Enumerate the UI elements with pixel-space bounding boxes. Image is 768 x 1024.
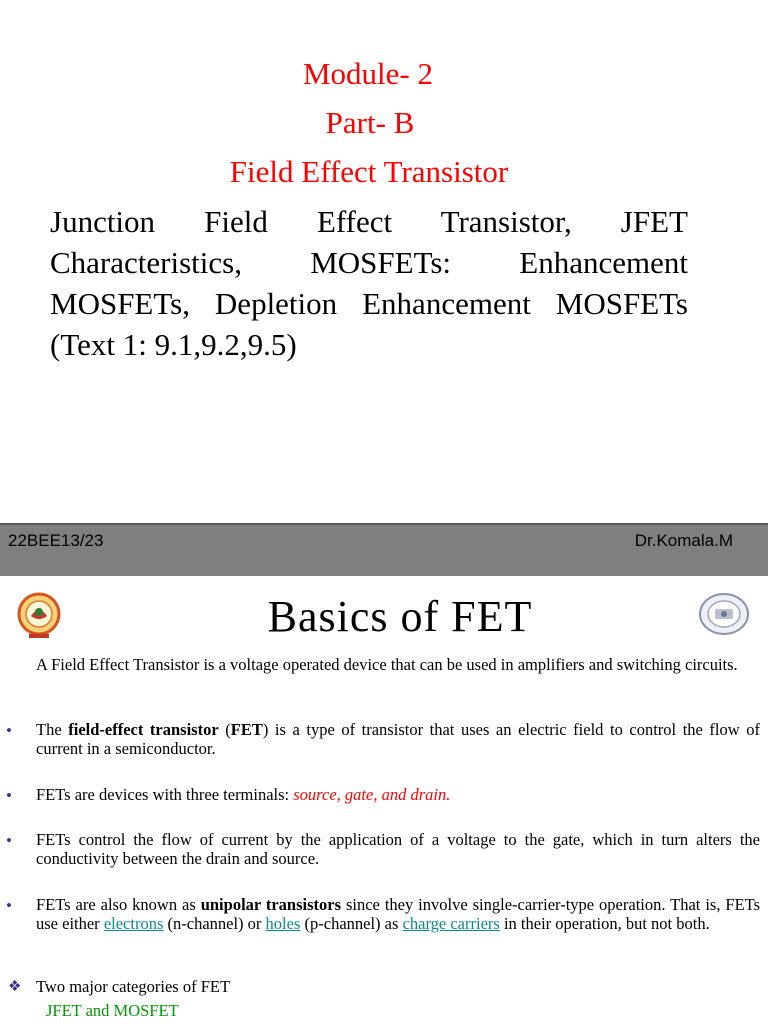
bullet-fet-terminals [36, 785, 760, 804]
diamond-bullet-icon: ❖ [8, 979, 22, 995]
text-run: ( [218, 720, 231, 739]
bullet-icon: • [6, 721, 12, 740]
bullet-icon: • [6, 896, 12, 915]
text-run: , and [373, 785, 411, 804]
text-run: FETs are devices with three terminals: [36, 785, 294, 804]
bullet-fet-categories: Two major categories of FET [36, 977, 231, 996]
course-code: 22BEE13/23 [8, 531, 104, 550]
text-run: (n-channel) or [163, 914, 266, 933]
topic-heading: Field Effect Transistor [229, 154, 509, 189]
author-name: Dr.Komala.M [634, 531, 733, 550]
text-run: FETs are also known as [36, 895, 201, 914]
slide-basics-of-fet [0, 576, 768, 1024]
link-electrons[interactable]: electrons [103, 914, 164, 933]
part-heading: Part- B [325, 105, 415, 140]
term-fet: FET [230, 720, 263, 739]
intro-paragraph: A Field Effect Transistor is a voltage operated device that can be used in amplifiers and switching circuits. [36, 655, 738, 674]
text-run: since they involve single-carrier-type operation. That is, FETs use either [36, 895, 760, 933]
link-holes[interactable]: holes [265, 914, 301, 933]
slide-title: Basics of FET [267, 592, 533, 641]
topic-description: Junction Field Effect Transistor, JFET Characteristics, MOSFETs: Enhancement MOSFETs, Depletion Enhancement MOSFETs (Text 1: 9.1,9.2,9.5) [50, 204, 688, 362]
term-gate: gate [344, 785, 374, 804]
term-drain: drain [410, 785, 447, 804]
term-unipolar-transistors: unipolar transistors [200, 895, 342, 914]
module-heading: Module- 2 [302, 56, 433, 91]
text-run: . [446, 785, 451, 804]
link-charge-carriers[interactable]: charge carriers [402, 914, 500, 933]
slide-footer [0, 523, 768, 576]
institution-seal-icon [698, 592, 750, 636]
text-run: ) is a type of transistor that uses an electric field to control the flow of current in a semiconductor. [36, 720, 760, 758]
bullet-unipolar [36, 895, 760, 933]
bullet-fet-definition [36, 720, 760, 758]
bullet-icon: • [6, 786, 12, 805]
text-run: The [36, 720, 69, 739]
bullet-icon: • [6, 831, 12, 850]
term-field-effect-transistor: field-effect transistor [68, 720, 219, 739]
term-source: source [293, 785, 337, 804]
text-run: (p-channel) as [300, 914, 403, 933]
fet-categories-list: JFET and MOSFET [46, 1001, 179, 1020]
bullet-fet-control: FETs control the flow of current by the application of a voltage to the gate, which in turn alters the conductivity between the drain and source. [36, 830, 760, 868]
text-run: , [336, 785, 345, 804]
text-run: in their operation, but not both. [499, 914, 710, 933]
